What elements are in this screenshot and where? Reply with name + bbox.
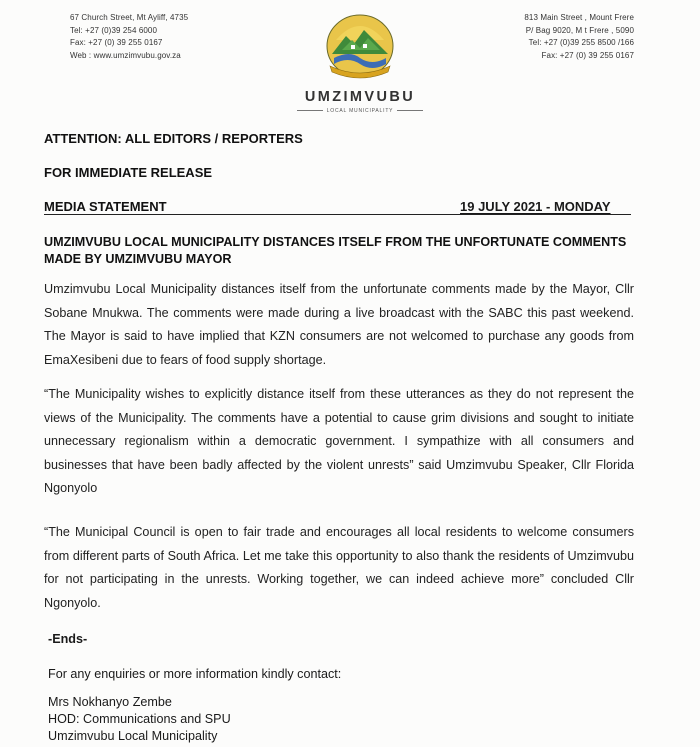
attention-line: ATTENTION: ALL EDITORS / REPORTERS bbox=[44, 131, 303, 146]
contact-name: Mrs Nokhanyo Zembe bbox=[48, 695, 172, 709]
postal-line: P/ Bag 9020, M t Frere , 5090 bbox=[525, 25, 634, 35]
body-paragraph: “The Municipal Council is open to fair trade and encourages all local residents to welcome consumers from different parts of South Africa. Let me take this opportunity to also thank the residents of Umzimvubu for not participating in the unrests. Working together, we can indeed achieve more” concluded Cllr Ngonyolo. bbox=[44, 525, 634, 610]
crest-icon bbox=[324, 10, 396, 80]
logo-subtitle: LOCAL MUNICIPALITY bbox=[290, 108, 430, 114]
fax-line: Fax: +27 (0) 39 255 0167 bbox=[541, 50, 634, 60]
address-block-left bbox=[70, 12, 270, 62]
body-paragraph: Umzimvubu Local Municipality distances itself from the unfortunate comments made by the Mayor, Cllr Sobane Mnukwa. The comments were made during a live broadcast with the SABC this past weekend. The Mayor is said to have implied that KZN consumers are not welcomed to purchase any goods from EmaXesibeni due to fears of food supply shortage. bbox=[44, 282, 634, 367]
contact-block bbox=[48, 694, 231, 745]
contact-title: HOD: Communications and SPU bbox=[48, 712, 231, 726]
web-line: Web : www.umzimvubu.gov.za bbox=[70, 50, 181, 60]
ends-marker: -Ends- bbox=[48, 632, 88, 646]
enquiries-line: For any enquiries or more information kindly contact: bbox=[48, 667, 342, 681]
municipality-logo bbox=[290, 10, 430, 120]
address-line: 67 Church Street, Mt Ayliff, 4735 bbox=[70, 13, 189, 22]
logo-name: UMZIMVUBU bbox=[304, 89, 416, 105]
address-line: 813 Main Street , Mount Frere bbox=[524, 13, 634, 22]
phone-line: Tel: +27 (0)39 254 6000 bbox=[70, 25, 158, 35]
contact-organisation: Umzimvubu Local Municipality bbox=[48, 729, 218, 743]
fax-line: Fax: +27 (0) 39 255 0167 bbox=[70, 38, 163, 47]
statement-date: 19 JULY 2021 - MONDAY bbox=[460, 199, 611, 214]
header-divider bbox=[44, 214, 631, 215]
phone-line: Tel: +27 (0)39 255 8500 /166 bbox=[528, 38, 634, 47]
address-block-right bbox=[470, 12, 634, 62]
release-line: FOR IMMEDIATE RELEASE bbox=[44, 165, 213, 180]
statement-label: MEDIA STATEMENT bbox=[44, 199, 167, 214]
body-paragraph: “The Municipality wishes to explicitly distance itself from these utterances as they do not represent the views of the Municipality. The comments have a potential to cause grim divisions and sought to initiate unnecessary regionalism within a democratic government. I sympathize with all consumers and businesses that have been badly affected by the violent unrests” said Umzimvubu Speaker, Cllr Florida Ngonyolo bbox=[44, 387, 634, 495]
statement-heading: UMZIMVUBU LOCAL MUNICIPALITY DISTANCES ITSELF FROM THE UNFORTUNATE COMMENTS MADE BY UMZIMVUBU MAYOR bbox=[44, 235, 627, 266]
